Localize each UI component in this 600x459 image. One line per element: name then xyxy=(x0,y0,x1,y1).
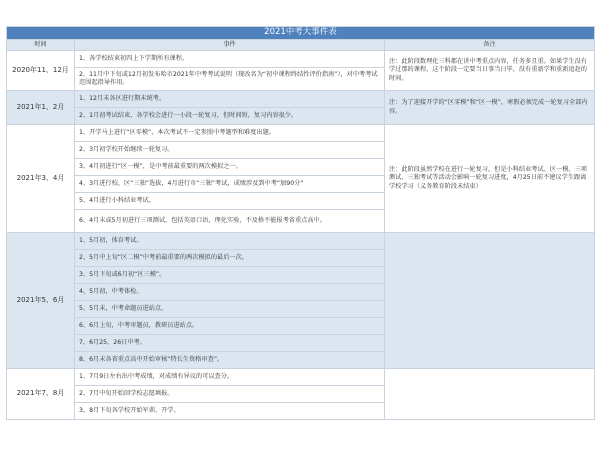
event-cell: 4、3月进行校、区“三独”选拔，4月进行市“三独”考试，成绩涉及到中考“加90分” xyxy=(75,176,385,193)
table-row xyxy=(7,233,595,250)
event-cell: 1、各学校结束初四上下学期所有课程。 xyxy=(75,51,385,68)
event-table xyxy=(6,26,595,420)
event-cell: 1、12月末各区进行期末统考。 xyxy=(75,91,385,108)
table-row xyxy=(7,91,595,108)
event-cell: 3、5月下旬或6月初“区三模”。 xyxy=(75,267,385,284)
event-cell: 3、8月下旬各学校开始军训、开学。 xyxy=(75,403,385,420)
event-cell: 8、6月末各省重点高中开始审核“特长生资格审查”。 xyxy=(75,352,385,369)
period-cell: 2021年5、6月 xyxy=(7,233,75,369)
note-cell: 注：此阶段数理化三科都在讲中考重点内容，任务多且重。如果学生没有学过那的课程，这个阶段一定要当日事当日毕，没有重新学和重新追赶的时间。 xyxy=(385,51,595,91)
event-cell: 5、4月进行小科结业考试。 xyxy=(75,193,385,210)
table-row xyxy=(7,369,595,386)
event-cell: 2、7月中旬开始回学校志愿填报。 xyxy=(75,386,385,403)
note-cell xyxy=(385,369,595,420)
event-cell: 2、3月初学校开始继续一轮复习。 xyxy=(75,142,385,159)
note-cell xyxy=(385,233,595,369)
event-cell: 4、5月初，中考体检。 xyxy=(75,284,385,301)
event-cell: 1、7月9日左右出中考成绩，对成绩有异议的可以查分。 xyxy=(75,369,385,386)
event-cell: 7、6月25、26日中考。 xyxy=(75,335,385,352)
event-table-container xyxy=(6,26,594,420)
event-cell: 2、11月中下旬或12月初发布哈市2021年中考考试说明（现改名为“初中课程终结性评价指南”），对中考考试范围起指导作用。 xyxy=(75,68,385,91)
period-cell: 2021年3、4月 xyxy=(7,125,75,233)
note-cell: 注：此阶段虽然学校在进行一轮复习，但是小科结业考试、区一模、三项测试、三独考试等活动会影响一轮复习进度，4月25日前不建议学生跟离学校学习（义务教育阶段未结束） xyxy=(385,125,595,233)
table-title: 2021中考大事件表 xyxy=(7,27,595,40)
period-cell: 2020年11、12月 xyxy=(7,51,75,91)
header-time: 时间 xyxy=(7,40,75,51)
event-cell: 2、1月初考试结束，各学校会进行一小段一轮复习，但时间短，复习内容很少。 xyxy=(75,108,385,125)
table-header-row xyxy=(7,40,595,51)
event-cell: 5、5月末，中考命题员进站点。 xyxy=(75,301,385,318)
header-event: 事件 xyxy=(75,40,385,51)
event-cell: 3、4月初进行“区一模”，是中考前最重要的两次模拟之一。 xyxy=(75,159,385,176)
event-cell: 1、开学马上进行“区零模”，本次考试不一定参照中考题型和难度出题。 xyxy=(75,125,385,142)
note-cell: 注：为了迎接开学的“区零模”和“区一模”，寒假必须完成一轮复习全部内容。 xyxy=(385,91,595,125)
event-cell: 2、5月中上旬“区二模”中考前最重要的两次模拟的最后一次。 xyxy=(75,250,385,267)
period-cell: 2021年7、8月 xyxy=(7,369,75,420)
table-title-row xyxy=(7,27,595,40)
event-cell: 6、6月上旬，中考审题员，教研员进站点。 xyxy=(75,318,385,335)
event-cell: 6、4月末或5月初进行三项测试，包括英语口语，理化实验，不及格不能报考省重点高中。 xyxy=(75,210,385,233)
header-note: 备注 xyxy=(385,40,595,51)
table-row xyxy=(7,51,595,68)
period-cell: 2021年1、2月 xyxy=(7,91,75,125)
event-cell: 1、5月初，体育考试。 xyxy=(75,233,385,250)
table-row xyxy=(7,125,595,142)
